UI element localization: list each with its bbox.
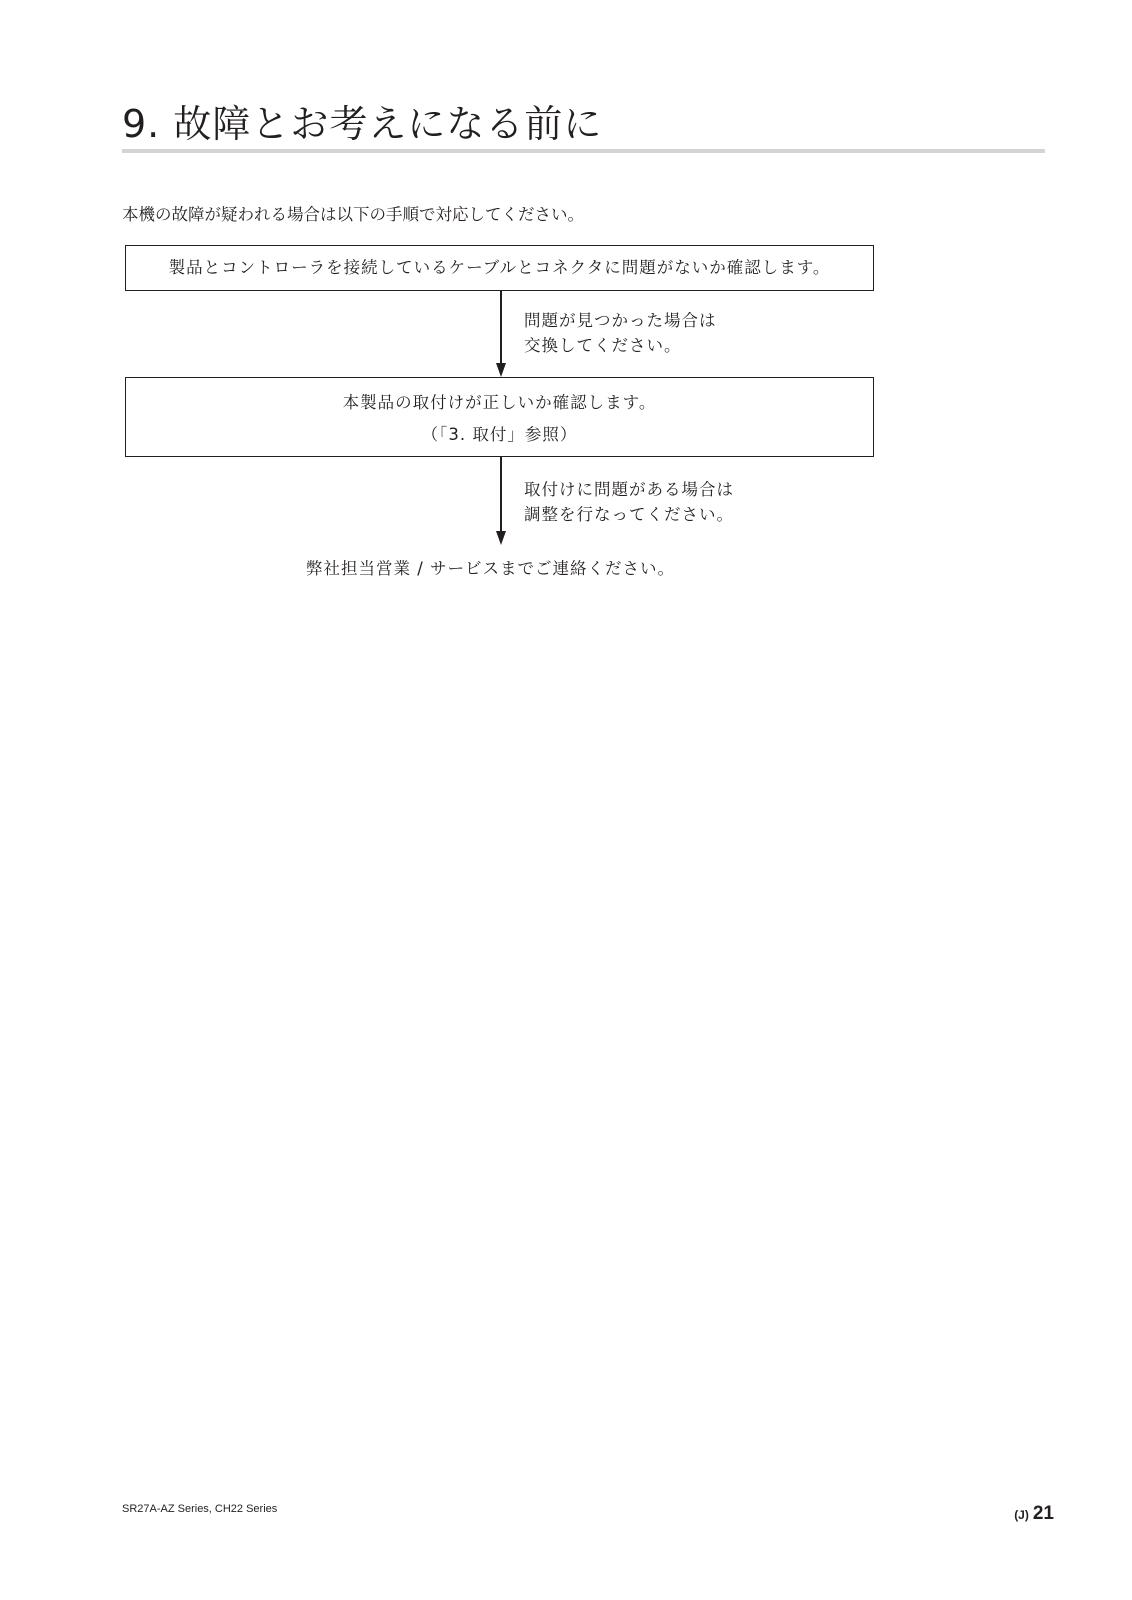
footer-page: 21 — [1032, 1503, 1054, 1524]
flow-note-adjust-line-2: 調整を行なってください。 — [524, 505, 734, 524]
flow-step-check-installation-line-1: 本製品の取付けが正しいか確認します。 — [342, 393, 657, 412]
footer-series: SR27A-AZ Series, CH22 Series — [122, 1503, 278, 1515]
flow-note-replace-line-1: 問題が見つかった場合は — [524, 311, 717, 330]
flow-arrow-2-line — [500, 457, 502, 533]
flow-note-adjust-line-1: 取付けに問題がある場合は — [524, 480, 734, 499]
flow-note-adjust — [524, 477, 734, 527]
title-underline — [122, 149, 1045, 153]
flow-note-replace — [524, 308, 717, 358]
intro-text: 本機の故障が疑われる場合は以下の手順で対応してください。 — [122, 205, 584, 224]
flow-step-check-installation — [125, 377, 874, 457]
flow-arrow-1-line — [500, 291, 502, 365]
flow-step-check-installation-line-2: （「3. 取付」参照） — [421, 425, 578, 444]
flow-step-check-cables-text: 製品とコントローラを接続しているケーブルとコネクタに問題がないか確認します。 — [168, 258, 831, 277]
flow-arrow-2-head — [496, 531, 506, 545]
footer-page-number — [1014, 1503, 1054, 1525]
flow-note-replace-line-2: 交換してください。 — [524, 336, 682, 355]
flow-arrow-1-head — [496, 363, 506, 377]
flow-step-check-cables — [125, 245, 874, 291]
flow-final-contact: 弊社担当営業 / サービスまでご連絡ください。 — [306, 559, 676, 578]
footer-language: (J) — [1014, 1508, 1029, 1522]
page-title: 9. 故障とお考えになる前に — [122, 102, 603, 146]
